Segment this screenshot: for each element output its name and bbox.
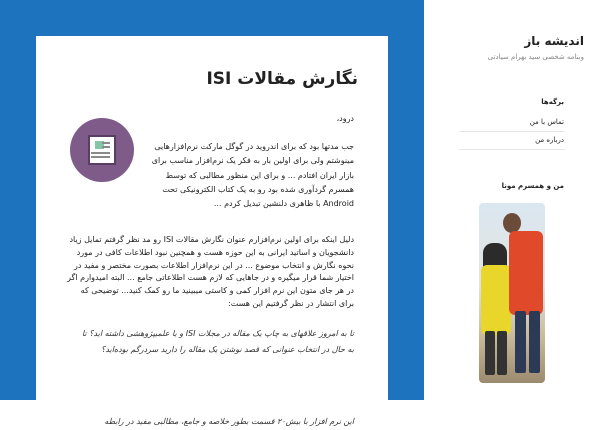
- photo-figure-leg: [515, 311, 526, 373]
- sidebar: [424, 0, 600, 400]
- article-quote-1: تا به امروز علاقهای به چاپ یک مقاله در مجلات ISI و یا علمیپژوهشی داشته اید؟ تا به حال در انتخاب عنوانی که قصد نوشتن یک مقاله را دارید سردرگم بوده‌اید؟: [81, 329, 354, 354]
- newspaper-icon: [70, 118, 134, 182]
- photo-widget-title: من و همسرم مونا: [501, 182, 564, 190]
- newspaper-line: [91, 156, 110, 158]
- newspaper-sheet: [88, 135, 116, 165]
- pages-widget-title: برگه‌ها: [541, 98, 564, 106]
- article-quote-2: این نرم افزار با بیش۲۰ قسمت بطور خلاصه و جامع، مطالبی مفید در رابطه: [104, 417, 354, 426]
- article-paragraph-2: دلیل اینکه برای اولین نرم‌افزارم عنوان نگارش مقالات ISI رو مد نظر گرفتم تمایل زیاد دانشجویان و اساتید ایرانی به این حوزه هست و همچنین نبود اطلاعات کافی در مورد نحوه نگارش و انتخاب موضوع ... در این نرم‌افزار اطلاعات بصورت مختصر و مفید در اختیار شما قرار میگیره و در جاهایی که لازم هست اطلاعاتی جامع ... البته امیدوارم اگر در هر جای متون این نرم افزار کمی و کاستی میبینید ما رو کمک کنید... توضیحی که برای انتشار در نظر گرفتیم این هست:: [67, 235, 354, 308]
- photo-figure-leg: [485, 331, 495, 375]
- photo-figure-jacket: [481, 265, 511, 335]
- couple-photo[interactable]: [479, 203, 545, 383]
- article-paragraph-1: جب مدتها بود که برای اندروید در گوگل مارکت نرم‌افزارهایی مینوشتم ولی برای اولین بار به فکر یک نرم‌افزار مناسب برای بازار ایران افتادم ... و برای این منظور مطالبی که توسط همسرم گردآوری شده بود رو به یک کتاب الکترونیکی تحت Android با ظاهری دلنشین تبدیل کردم ...: [151, 142, 354, 209]
- photo-figure-leg: [497, 331, 507, 375]
- article-greeting: درود،: [336, 114, 354, 123]
- article-card: [36, 36, 388, 426]
- newspaper-line: [91, 152, 110, 154]
- newspaper-line: [102, 142, 110, 144]
- site-title[interactable]: اندیشه باز: [524, 34, 584, 48]
- menu-divider: [459, 149, 565, 150]
- photo-figure-head: [503, 213, 521, 233]
- newspaper-line: [102, 146, 110, 148]
- menu-divider: [459, 131, 565, 132]
- article-title[interactable]: نگارش مقالات ISI: [206, 69, 358, 89]
- menu-item-about[interactable]: درباره من: [535, 136, 564, 144]
- site-description: وبنامه شخصی سید بهرام سیادتی: [487, 53, 584, 61]
- photo-figure-leg: [529, 311, 540, 373]
- menu-item-contact[interactable]: تماس با من: [529, 118, 564, 126]
- photo-figure-red-jacket: [509, 231, 543, 315]
